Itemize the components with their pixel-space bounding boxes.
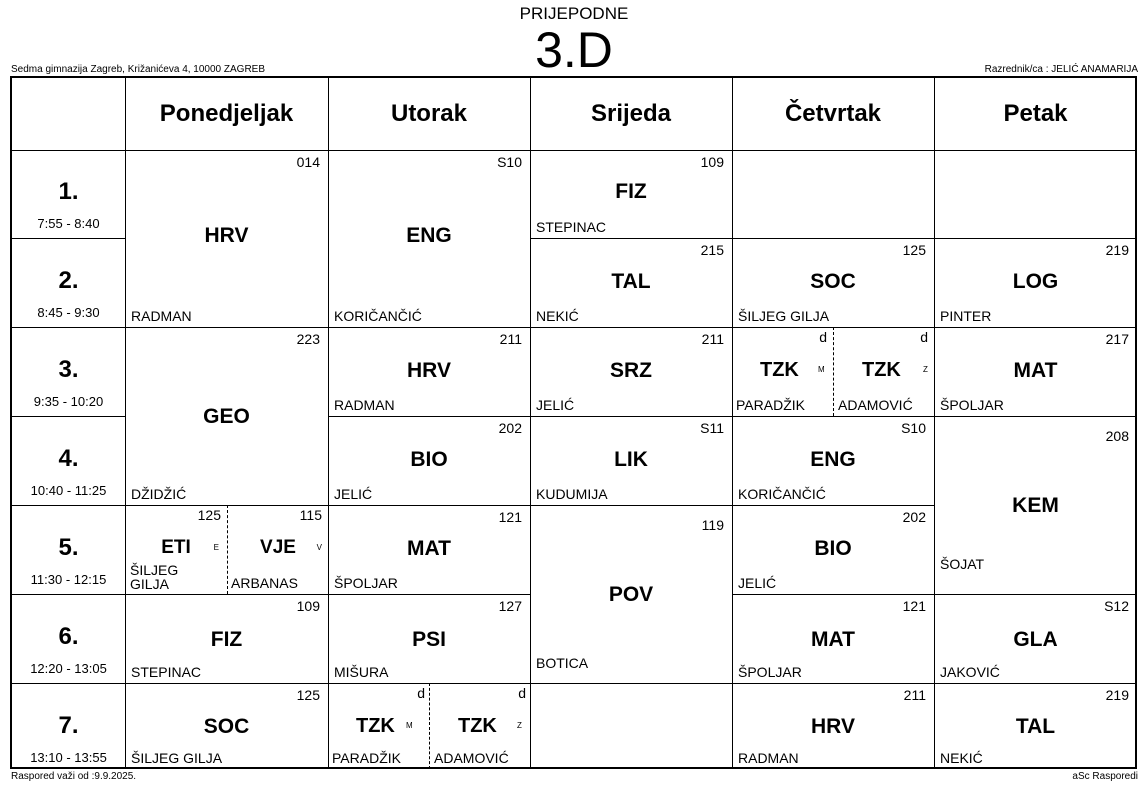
period-number: 5. (58, 534, 79, 561)
lesson-cell-split (125, 505, 328, 594)
lesson-room: 217 (1105, 331, 1129, 347)
lesson-room: 223 (296, 331, 320, 347)
period-time: 7:55 - 8:40 (37, 216, 100, 231)
lesson-room: 215 (700, 242, 724, 258)
lesson-subject: TAL (611, 270, 651, 293)
lesson-cell (934, 238, 1137, 327)
group-marker: M (818, 365, 825, 374)
period-time: 10:40 - 11:25 (30, 483, 107, 498)
lesson-subject: ENG (810, 448, 856, 471)
lesson-cell (732, 505, 934, 594)
lesson-teacher: JELIĆ (536, 397, 575, 413)
lesson-group (227, 505, 328, 594)
lesson-room: d (518, 685, 526, 701)
lesson-cell (934, 327, 1137, 416)
lesson-teacher: RADMAN (738, 750, 799, 766)
lesson-subject: GEO (203, 405, 250, 428)
lesson-cell (530, 150, 732, 238)
lesson-subject: KEM (1012, 494, 1059, 517)
lesson-teacher: ŠOJAT (940, 556, 985, 572)
lesson-cell (125, 594, 328, 683)
lesson-teacher: ŠILJEG GILJA (131, 750, 223, 766)
lesson-cell (934, 594, 1137, 683)
lesson-teacher: JELIĆ (738, 575, 777, 591)
lesson-group (429, 683, 530, 769)
row-divider (12, 594, 125, 595)
lesson-teacher: KORIČANČIĆ (334, 308, 422, 324)
lesson-cell (530, 238, 732, 327)
lesson-subject: ETI (161, 537, 191, 558)
lesson-room: d (819, 329, 827, 345)
lesson-room: 109 (296, 598, 320, 614)
lesson-subject: HRV (811, 715, 855, 738)
lesson-teacher: PARADŽIK (332, 750, 401, 766)
row-divider (12, 416, 125, 417)
lesson-subject: POV (608, 583, 654, 606)
lesson-teacher: ADAMOVIĆ (838, 397, 913, 413)
lesson-subject: LOG (1012, 270, 1059, 293)
lesson-teacher: MIŠURA (334, 664, 389, 680)
lesson-room: 125 (902, 242, 926, 258)
lesson-subject: BIO (410, 448, 448, 471)
lesson-teacher: PINTER (940, 308, 992, 324)
lesson-cell (530, 416, 732, 505)
period-number: 2. (58, 267, 79, 294)
lesson-room: 208 (1105, 428, 1129, 444)
lesson-teacher: STEPINAC (131, 664, 202, 680)
lesson-teacher: STEPINAC (536, 219, 607, 235)
lesson-cell (328, 594, 530, 683)
valid-from: Raspored važi od :9.9.2025. (11, 771, 137, 782)
lesson-subject: TZK (760, 359, 799, 381)
lesson-subject: MAT (811, 628, 855, 651)
lesson-subject: TZK (862, 359, 901, 381)
lesson-room: 125 (296, 687, 320, 703)
period-number: 6. (58, 623, 79, 650)
lesson-subject: FIZ (615, 180, 647, 203)
lesson-subject: MAT (407, 537, 451, 560)
lesson-cell (125, 327, 328, 505)
lesson-teacher: BOTICA (536, 655, 589, 671)
lesson-subject: HRV (407, 359, 451, 382)
lesson-subject: SOC (810, 270, 856, 293)
lesson-room: 121 (498, 509, 522, 525)
group-marker: Z (923, 365, 928, 374)
lesson-room: 119 (701, 517, 724, 533)
period-time: 13:10 - 13:55 (30, 750, 107, 765)
lesson-room: 127 (498, 598, 522, 614)
lesson-room: 211 (903, 687, 926, 703)
lesson-teacher: ŠPOLJAR (940, 397, 1004, 413)
group-marker: M (406, 721, 413, 730)
lesson-room: 211 (499, 331, 522, 347)
lesson-room: 115 (299, 507, 322, 523)
group-marker: E (213, 543, 219, 552)
lesson-teacher: ŠILJEG GILJA (738, 308, 830, 324)
lesson-group (125, 505, 227, 594)
lesson-cell (732, 683, 934, 769)
lesson-cell (530, 505, 732, 683)
lesson-group (833, 327, 934, 416)
lesson-cell (328, 150, 530, 327)
lesson-room: d (920, 329, 928, 345)
class-teacher: Razrednik/ca : JELIĆ ANAMARIJA (984, 64, 1138, 75)
row-divider (530, 683, 732, 684)
lesson-subject: TZK (458, 715, 497, 737)
row-divider (12, 505, 125, 506)
day-wednesday: Srijeda (590, 100, 672, 127)
software-credit: aSc Rasporedi (1072, 771, 1138, 782)
lesson-teacher: KUDUMIJA (536, 486, 608, 502)
period-number: 4. (58, 445, 79, 472)
lesson-room: 125 (197, 507, 221, 523)
lesson-teacher: KORIČANČIĆ (738, 486, 826, 502)
lesson-cell (328, 327, 530, 416)
lesson-subject: TZK (356, 715, 395, 737)
lesson-room: 014 (296, 154, 320, 170)
lesson-teacher: NEKIĆ (536, 308, 579, 324)
lesson-room: 219 (1105, 687, 1129, 703)
class-title: 3.D (535, 22, 613, 78)
lesson-room: 219 (1105, 242, 1129, 258)
lesson-subject: FIZ (210, 628, 243, 651)
lesson-subject: TAL (1015, 715, 1056, 738)
lesson-cell (125, 683, 328, 769)
lesson-room: S12 (1104, 598, 1129, 614)
lesson-cell (732, 594, 934, 683)
lesson-subject: LIK (614, 448, 648, 471)
day-monday: Ponedjeljak (159, 100, 294, 127)
period-number: 7. (58, 712, 79, 739)
lesson-cell (732, 238, 934, 327)
lesson-subject: SOC (203, 715, 250, 738)
lesson-group (732, 327, 833, 416)
lesson-cell (328, 505, 530, 594)
lesson-subject: MAT (1013, 359, 1058, 382)
lesson-subject: PSI (412, 628, 446, 651)
period-time: 9:35 - 10:20 (33, 394, 104, 409)
group-marker: Z (517, 721, 522, 730)
lesson-room: 211 (701, 331, 724, 347)
lesson-teacher: JELIĆ (334, 486, 373, 502)
lesson-teacher: ADAMOVIĆ (434, 750, 509, 766)
day-tuesday: Utorak (390, 100, 468, 127)
lesson-subject: ENG (406, 224, 452, 247)
lesson-teacher: RADMAN (334, 397, 395, 413)
group-marker: V (316, 543, 322, 552)
lesson-teacher: PARADŽIK (736, 397, 805, 413)
period-number: 3. (58, 356, 79, 383)
lesson-room: S10 (901, 420, 926, 436)
lesson-room: 202 (902, 509, 926, 525)
lesson-subject: BIO (814, 537, 852, 560)
period-time: 11:30 - 12:15 (30, 572, 107, 587)
lesson-teacher: JAKOVIĆ (940, 664, 1000, 680)
period-number: 1. (58, 178, 79, 205)
lesson-subject: GLA (1013, 628, 1058, 651)
lesson-room: 109 (700, 154, 724, 170)
lesson-cell (125, 150, 328, 327)
lesson-group (328, 683, 429, 769)
schedule-shift: PRIJEPODNE (519, 4, 629, 23)
day-friday: Petak (1003, 100, 1068, 127)
row-divider (12, 238, 125, 239)
row-divider (12, 327, 125, 328)
lesson-teacher: ARBANAS (231, 575, 298, 591)
period-time: 8:45 - 9:30 (37, 305, 100, 320)
row-divider (12, 683, 125, 684)
lesson-cell-split (732, 327, 934, 416)
lesson-cell (732, 416, 934, 505)
day-thursday: Četvrtak (784, 100, 882, 127)
lesson-room: d (417, 685, 425, 701)
lesson-teacher: ŠPOLJAR (738, 664, 802, 680)
lesson-cell (530, 327, 732, 416)
lesson-cell (934, 416, 1137, 594)
lesson-cell-split (328, 683, 530, 769)
lesson-teacher: ŠILJEG GILJA (130, 562, 179, 592)
lesson-teacher: ŠPOLJAR (334, 575, 398, 591)
timetable-grid (10, 76, 1137, 769)
lesson-cell (328, 416, 530, 505)
lesson-room: 202 (498, 420, 522, 436)
lesson-cell (934, 683, 1137, 769)
period-time: 12:20 - 13:05 (30, 661, 107, 676)
lesson-subject: HRV (204, 224, 249, 247)
lesson-teacher: NEKIĆ (940, 750, 983, 766)
school-address: Sedma gimnazija Zagreb, Križanićeva 4, 10000 ZAGREB (11, 64, 266, 75)
lesson-teacher: DŽIDŽIĆ (131, 486, 187, 502)
lesson-room: S11 (700, 420, 724, 436)
lesson-room: 121 (902, 598, 926, 614)
lesson-subject: SRZ (610, 359, 652, 382)
lesson-teacher: RADMAN (131, 308, 192, 324)
lesson-subject: VJE (260, 537, 296, 558)
lesson-room: S10 (497, 154, 522, 170)
